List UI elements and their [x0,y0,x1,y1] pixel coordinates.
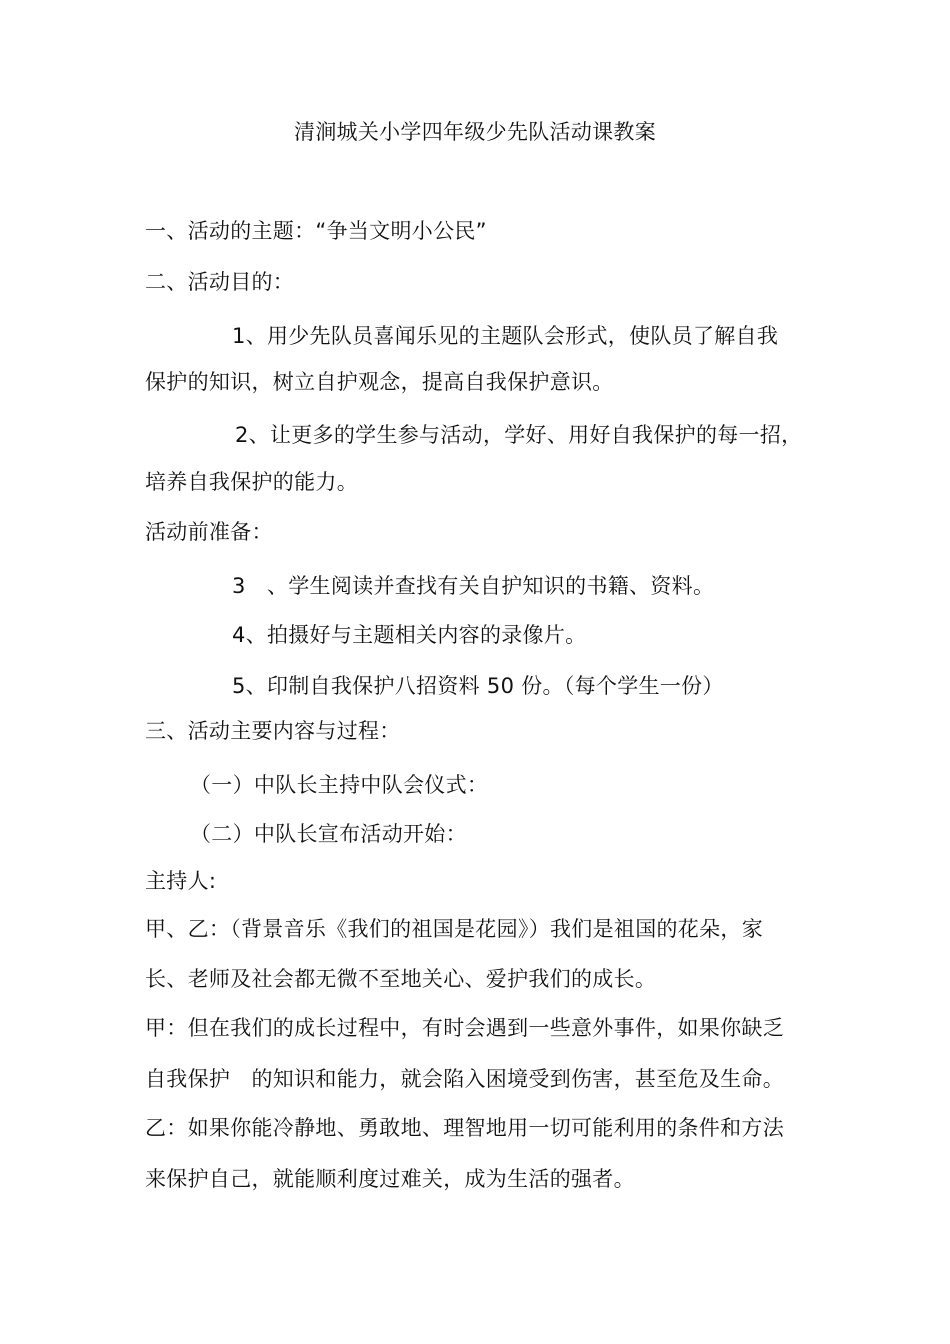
document-title: 清涧城关小学四年级少先队活动课教案 [293,120,657,144]
subsection-heading: （二）中队长宣布活动开始： [190,822,467,846]
section-heading-process: 三、活动主要内容与过程： [145,719,401,743]
paragraph-line: 培养自我保护的能力。 [145,470,358,494]
paragraph-line: 2、让更多的学生参与活动，学好、用好自我保护的每一招， [235,423,803,447]
dialogue-line: 来保护自己，就能顺利度过难关，成为生活的强者。 [145,1167,635,1191]
speaker-label: 主持人: [145,869,217,893]
list-item: 3 、学生阅读并查找有关自护知识的书籍、资料。 [232,574,715,598]
dialogue-line: 甲、乙：（背景音乐《我们的祖国是花园》）我们是祖国的花朵，家 [145,917,763,941]
section-heading-purpose: 二、活动目的： [145,270,295,294]
dialogue-line: 乙：如果你能冷静地、勇敢地、理智地用一切可能利用的条件和方法 [145,1116,784,1140]
paragraph-line: 保护的知识，树立自护观念，提高自我保护意识。 [145,370,614,394]
paragraph-line: 1、用少先队员喜闻乐见的主题队会形式，使队员了解自我 [232,324,779,348]
section-heading-theme: 一、活动的主题：“争当文明小公民” [145,219,487,243]
section-heading-preparation: 活动前准备： [145,520,273,544]
dialogue-line: 长、老师及社会都无微不至地关心、爱护我们的成长。 [145,967,657,991]
list-item: 4、拍摄好与主题相关内容的录像片。 [232,623,587,647]
list-item: 5、印制自我保护八招资料 50 份。（每个学生一份） [232,674,724,698]
subsection-heading: （一）中队长主持中队会仪式： [190,773,489,797]
dialogue-line: 自我保护 的知识和能力，就会陷入困境受到伤害，甚至危及生命。 [145,1067,784,1091]
dialogue-line: 甲：但在我们的成长过程中，有时会遇到一些意外事件，如果你缺乏 [145,1016,784,1040]
